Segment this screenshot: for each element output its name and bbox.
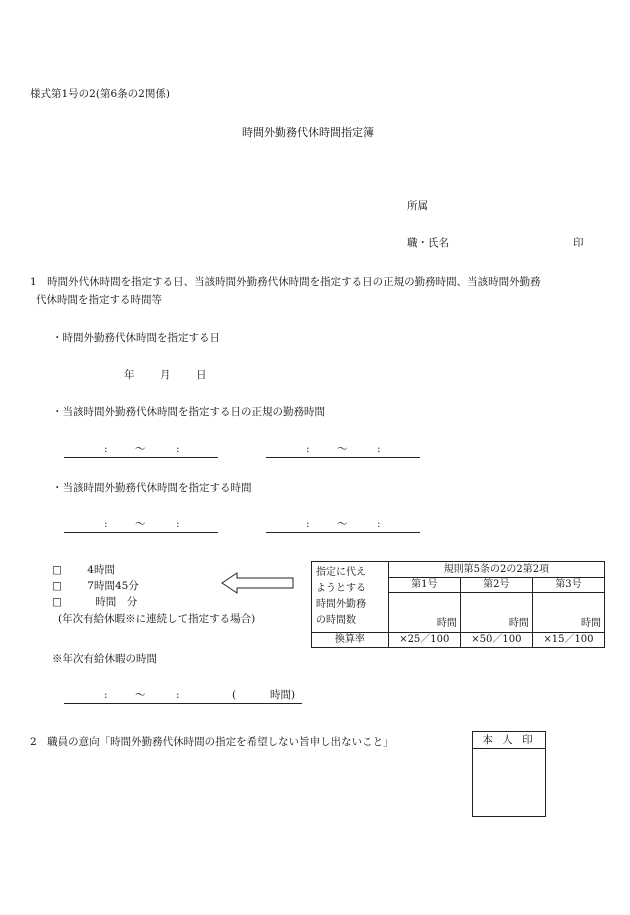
underline [266, 457, 420, 458]
section1-heading-line2: 代休時間を指定する時間等 [36, 294, 162, 306]
conversion-table [311, 561, 605, 648]
colon-symbol: : [176, 443, 180, 455]
unit-label: 時間 [508, 618, 529, 629]
open-paren: ( [232, 689, 237, 701]
item-regular-hours: ・当該時間外勤務代休時間を指定する日の正規の勤務時間 [52, 406, 325, 418]
affiliation-label: 所属 [407, 200, 428, 212]
row-label-cell [312, 562, 389, 633]
underline [64, 703, 302, 704]
row-label-line: の時間数 [316, 615, 356, 626]
option-checkbox-7h45m[interactable] [52, 580, 139, 593]
hours-input-cell-1[interactable] [388, 593, 460, 633]
colon-symbol: : [306, 518, 310, 530]
underline [64, 457, 218, 458]
colon-symbol: : [176, 518, 180, 530]
hours-suffix: 時間) [270, 689, 296, 701]
column-header: 第3号 [532, 578, 604, 593]
column-header: 第1号 [388, 578, 460, 593]
date-year-label: 年 [124, 369, 135, 381]
row-label-line: 指定に代え [316, 567, 366, 578]
tilde-symbol: 〜 [135, 518, 146, 530]
option-label: 7時間45分 [87, 580, 139, 592]
row-label-line: 時間外勤務 [316, 599, 366, 610]
hours-input-cell-2[interactable] [460, 593, 532, 633]
option-label: 時間 分 [95, 596, 138, 608]
form-number: 様式第1号の2(第6条の2関係) [30, 88, 170, 100]
checkbox[interactable]: □ [52, 596, 62, 608]
rate-label: 換算率 [312, 633, 389, 648]
name-label: 職・氏名 [407, 237, 449, 249]
colon-symbol: : [377, 443, 381, 455]
option-label: 4時間 [87, 564, 115, 576]
hours-input-cell-3[interactable] [532, 593, 604, 633]
column-header: 第2号 [460, 578, 532, 593]
rate-value: ×50／100 [460, 633, 532, 648]
date-day-label: 日 [196, 369, 207, 381]
row-label-line: ようとする [316, 583, 366, 594]
colon-symbol: : [104, 689, 108, 701]
seal-box-header: 本 人 印 [473, 732, 545, 749]
group-header: 規則第5条の2の2第2項 [388, 562, 604, 578]
section2-text: 2 職員の意向「時間外勤務代休時間の指定を希望しない旨申し出ないこと」 [30, 736, 394, 748]
annual-leave-label: ※年次有給休暇の時間 [52, 653, 157, 665]
tilde-symbol: 〜 [337, 443, 348, 455]
colon-symbol: : [104, 443, 108, 455]
colon-symbol: : [176, 689, 180, 701]
page-title: 時間外勤務代休時間指定簿 [242, 126, 374, 139]
left-arrow-icon [221, 572, 295, 594]
rate-value: ×15／100 [532, 633, 604, 648]
unit-label: 時間 [436, 618, 457, 629]
item-designated-day: ・時間外勤務代休時間を指定する日 [52, 332, 220, 344]
option-checkbox-4h[interactable] [52, 564, 115, 577]
tilde-symbol: 〜 [135, 443, 146, 455]
item-designated-time: ・当該時間外勤務代休時間を指定する時間 [52, 482, 252, 494]
colon-symbol: : [306, 443, 310, 455]
checkbox[interactable]: □ [52, 564, 62, 576]
checkbox[interactable]: □ [52, 580, 62, 592]
date-month-label: 月 [160, 369, 171, 381]
option-checkbox-custom[interactable] [52, 596, 137, 609]
underline [64, 532, 218, 533]
underline [266, 532, 420, 533]
colon-symbol: : [104, 518, 108, 530]
rate-value: ×25／100 [388, 633, 460, 648]
tilde-symbol: 〜 [135, 689, 146, 701]
personal-seal-box[interactable] [472, 731, 546, 817]
options-note: (年次有給休暇※に連続して指定する場合) [58, 613, 256, 625]
section1-heading-line1: 1 時間外代休時間を指定する日、当該時間外勤務代休時間を指定する日の正規の勤務時間、当該時間外勤務 [30, 276, 541, 288]
colon-symbol: : [377, 518, 381, 530]
tilde-symbol: 〜 [337, 518, 348, 530]
seal-label: 印 [573, 237, 584, 249]
unit-label: 時間 [581, 618, 601, 629]
